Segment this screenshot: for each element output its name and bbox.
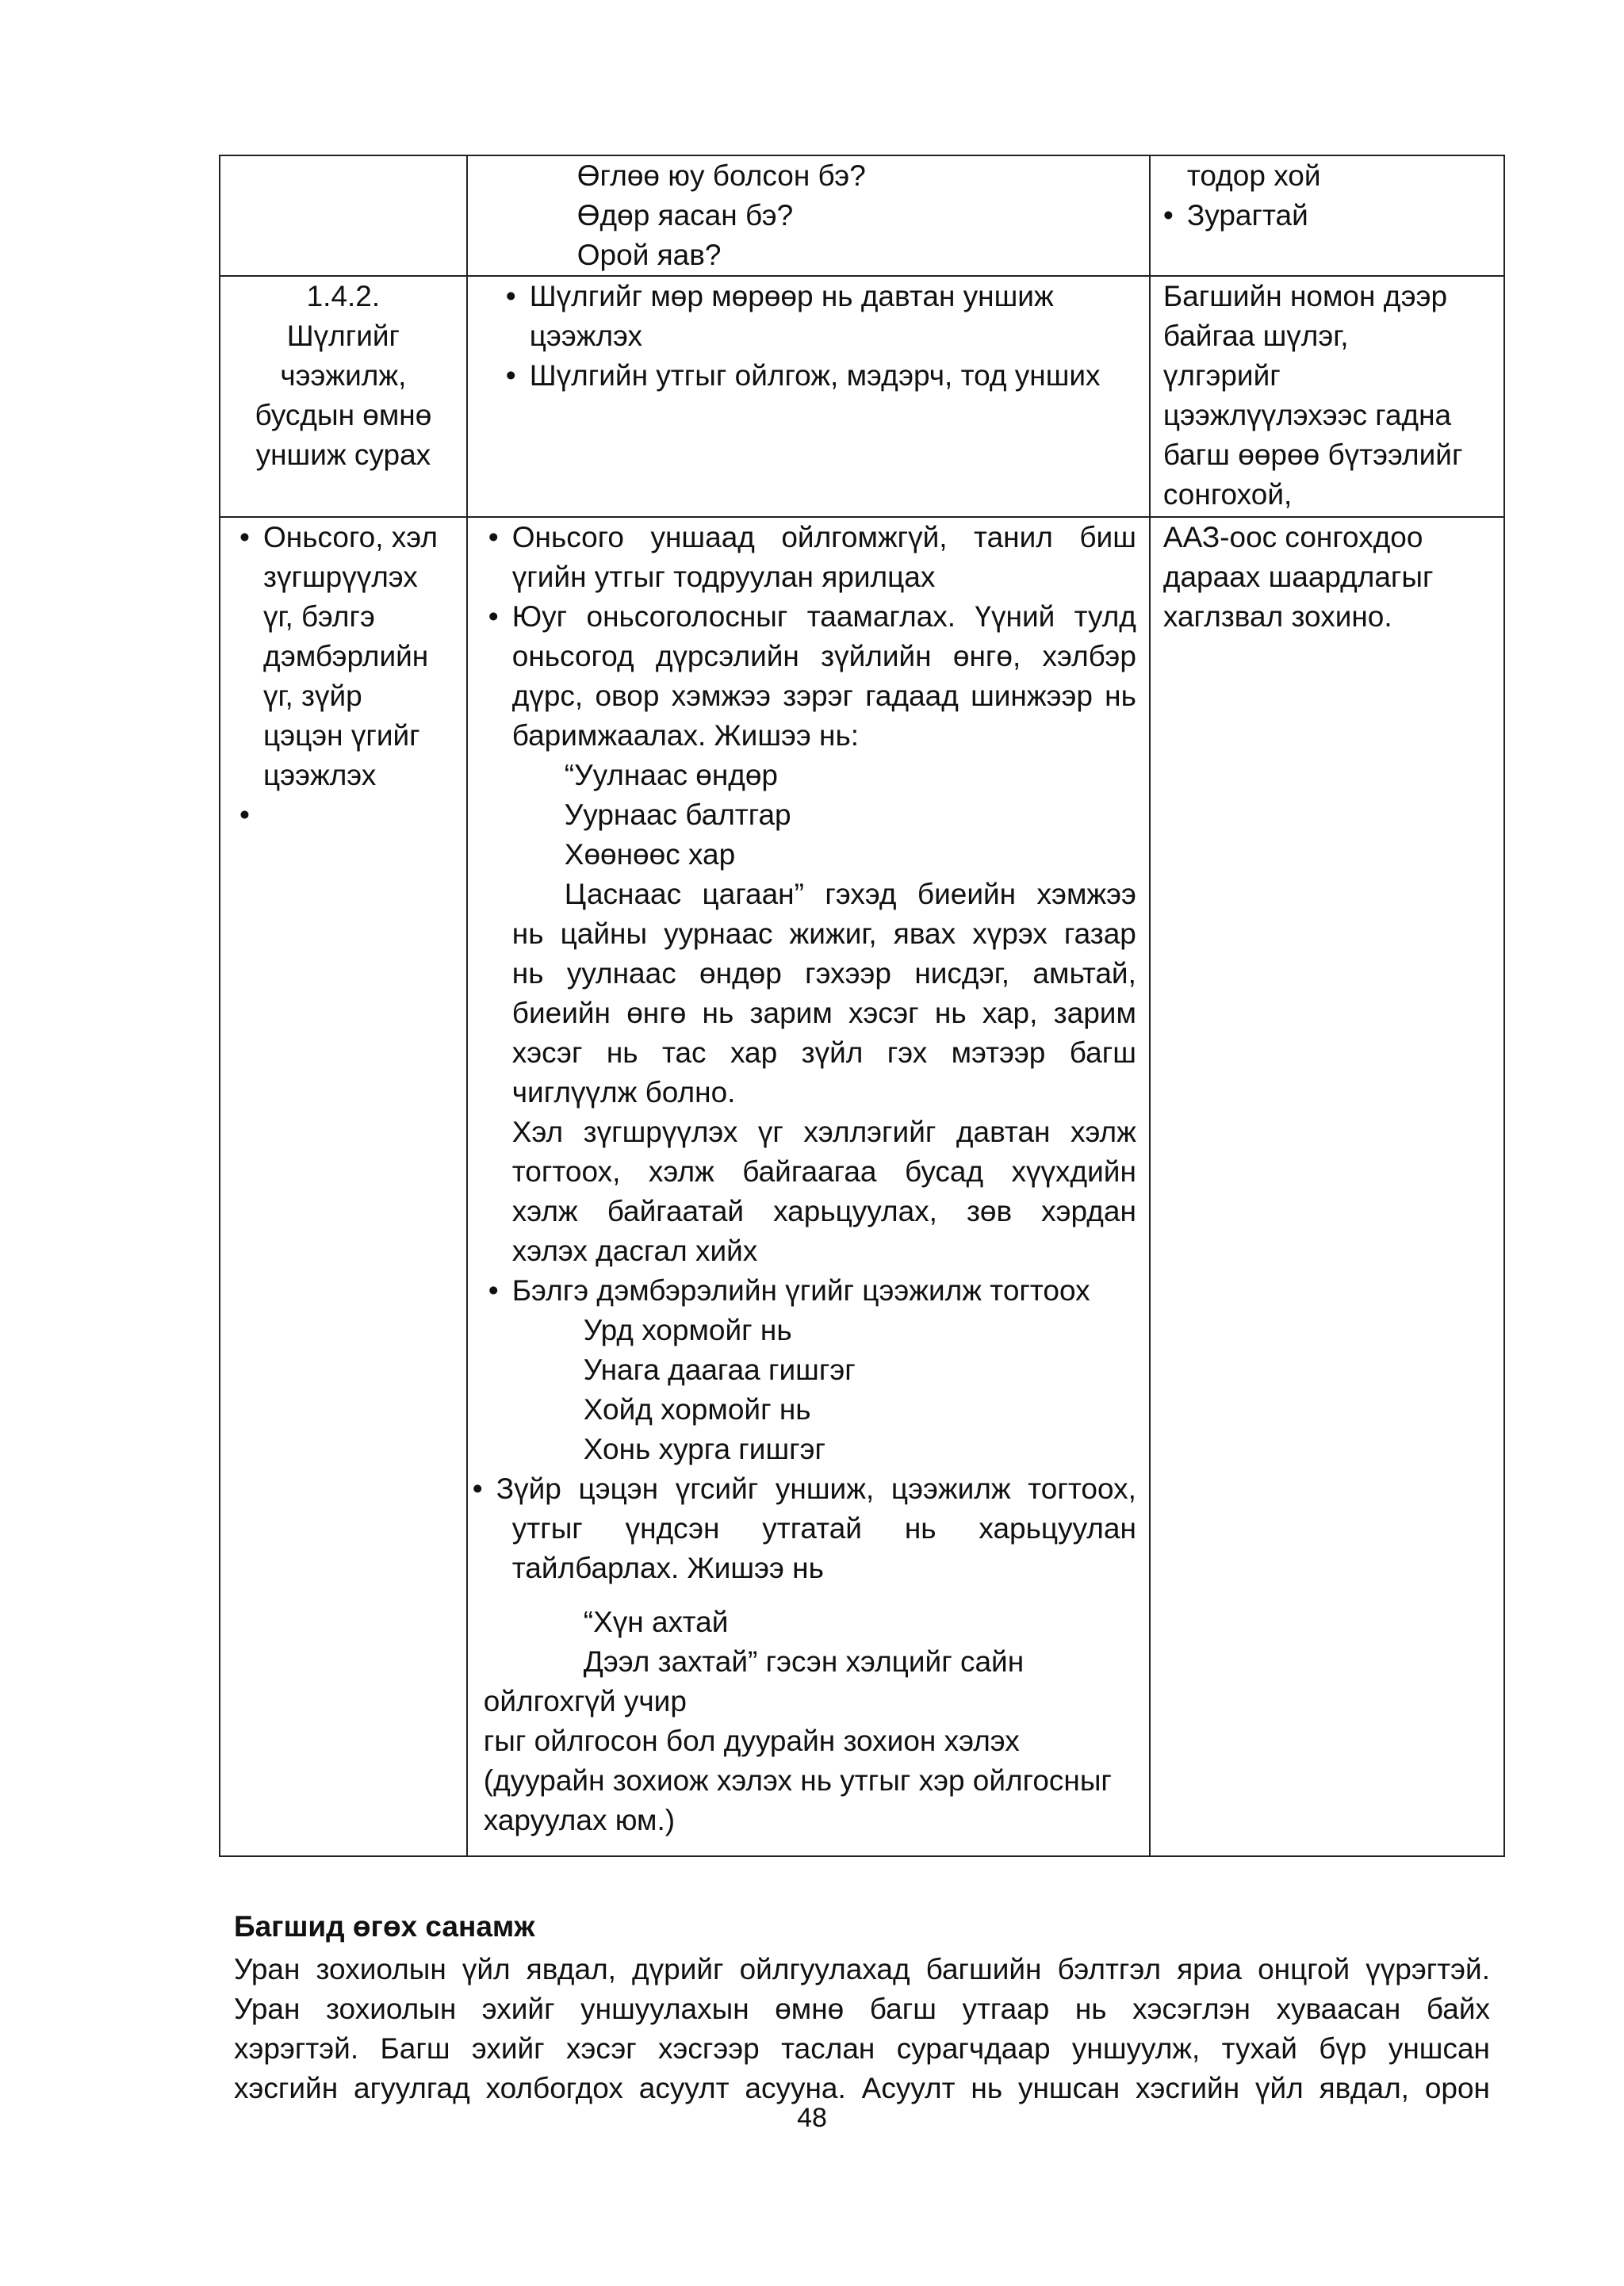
row3-left-cell [220,517,467,1856]
text-line: Багшийн номон дээр [1162,280,1448,312]
text-line: ААЗ-оос сонгохдоо [1162,521,1423,553]
row2-middle-cell [467,276,1150,517]
text-line: цээжлэх [529,320,643,352]
text-line: утгыг үндсэн утгатай нь харьцуулан [511,1512,1136,1545]
text-line: үлгэрийг [1162,359,1281,392]
text-line: уншиж сурах [255,438,431,471]
text-line: хэлж байгаатай харьцуулах, зөв хэрдан [511,1195,1136,1227]
text-line: гыг ойлгосон бол дуурайн зохион хэлэх [483,1725,1020,1757]
paragraph-line: Уран зохиолын эхийг уншуулахын өмнө багш утгаар нь хэсэглэн хуваасан байх [234,1993,1490,2025]
text-line: тогтоох, хэлж байгаагаа бусад хүүхдийн [511,1155,1136,1188]
row2-left-cell [220,276,467,517]
text-line: цээжлүүлэхээс гадна [1162,399,1452,431]
riddle-line: Хөөнөөс хар [564,838,736,871]
bullet-item: • Юуг оньсоголосныг таамаглах. Үүний тулд [512,597,1136,637]
row1-left-cell [220,155,467,276]
text-line: цээжлэх [263,759,377,791]
verse-line: Хойд хормойг нь [583,1393,811,1426]
text-line: бусдын өмнө [255,399,432,431]
row1-middle-cell [467,155,1150,276]
bullet-item: • Бэлгэ дэмбэрэлийн үгийг цээжилж тогтоох [512,1271,1136,1311]
riddle-line: Цаснаас цагаан” гэхэд биеийн хэмжээ [564,878,1136,910]
bullet-item: • Оньсого уншаад ойлгомжгүй, танил биш [512,518,1136,557]
page-number: 48 [797,2103,827,2133]
text-line: байгаа шүлэг, [1162,320,1349,352]
text-line: хэлэх дасгал хийх [511,1235,758,1267]
teacher-notes [234,1907,1490,2108]
table-row [220,517,1504,1856]
text-line: чээжилж, [280,359,407,392]
proverb-line: Дээл захтай” гэсэн хэлцийг сайн [583,1645,1025,1678]
text-line: Өглөө юу болсон бэ? [576,159,866,192]
notes-heading: Багшид өгөх санамж [234,1910,535,1943]
text-line: баримжаалах. Жишээ нь: [511,719,860,752]
bullet-item: • Зурагтай [1187,196,1503,235]
riddle-line: “Уулнаас өндөр [564,759,778,791]
text-line: оньсогод дүрсэлийн зүйлийн өнгө, хэлбэр [511,640,1136,672]
table-row [220,276,1504,517]
proverb-line: “Хүн ахтай [583,1606,729,1638]
paragraph-line: Уран зохиолын үйл явдал, дүрийг ойлгуулахад багшийн бэлтгэл яриа онцгой үүрэгтэй. [234,1953,1490,1985]
paragraph-line: хэрэгтэй. Багш эхийг хэсэг хэсгээр таслан сурагчдаар уншуулж, тухай бүр уншсан [234,2032,1490,2065]
row2-right-cell [1150,276,1504,517]
row1-right-cell [1150,155,1504,276]
riddle-line: Уурнаас балтгар [564,798,791,831]
row3-right-cell [1150,517,1504,1856]
text-line: тодор хой [1186,159,1321,192]
text-line: дараах шаардлагыг [1162,561,1434,593]
text-line: үг, зүйр [263,680,362,712]
text-line: ойлгохгүй учир [483,1685,687,1717]
text-line: чиглүүлж болно. [511,1076,736,1109]
row3-middle-cell [467,517,1150,1856]
verse-line: Хонь хурга гишгэг [583,1433,826,1465]
text-line: Орой яав? [576,239,722,271]
text-line: сонгохой, [1162,478,1293,511]
text-line: багш өөрөө бүтээлийг [1162,438,1463,471]
text-line: Шүлгийг [286,320,400,352]
text-line: цэцэн үгийг [263,719,420,752]
verse-line: Урд хормойг нь [583,1314,792,1346]
bullet-item: • Оньсого, хэл [263,518,466,557]
text-line: харуулах юм.) [483,1804,676,1836]
text-line: хаглзвал зохино. [1162,600,1392,633]
text-line: дэмбэрлийн [263,640,429,672]
text-line: 1.4.2. [306,280,381,312]
text-line: зүгшрүүлэх [263,561,418,593]
bullet-item: • Шүлгийн утгыг ойлгож, мэдэрч, тод унших [530,356,1136,396]
text-line: үг, бэлгэ [263,600,375,633]
text-line: хэсэг нь тас хар зүйл гэх мэтээр багш [511,1036,1136,1069]
bullet-item: • Зүйр цэцэн үгсийг уншиж, цээжилж тогтоох, [496,1469,1136,1509]
lesson-table [219,155,1505,1857]
table-row [220,155,1504,276]
verse-line: Унага даагаа гишгэг [583,1354,856,1386]
text-line: (дуурайн зохиож хэлэх нь утгыг хэр ойлгосныг [483,1764,1112,1797]
text-line: Хэл зүгшрүүлэх үг хэллэгийг давтан хэлж [511,1116,1136,1148]
text-line: нь уулнаас өндөр гэхээр нисдэг, амьтай, [511,957,1136,990]
paragraph-line: хэсгийн агуулгад холбогдох асуулт асууна. Асуулт нь уншсан хэсгийн үйл явдал, орон [234,2072,1490,2104]
text-line: тайлбарлах. Жишээ нь [511,1552,824,1584]
bullet-item: • Шүлгийг мөр мөрөөр нь давтан уншиж [530,277,1136,316]
text-line: Өдөр яасан бэ? [576,199,794,232]
empty-bullet [263,795,466,835]
text-line: үгийн утгыг тодруулан ярилцах [511,561,936,593]
text-line: биеийн өнгө нь зарим хэсэг нь хар, зарим [511,997,1136,1029]
text-line: нь цайны уурнаас жижиг, явах хүрэх газар [511,917,1136,950]
text-line: дүрс, овор хэмжээ зэрэг гадаад шинжээр нь [511,680,1136,712]
